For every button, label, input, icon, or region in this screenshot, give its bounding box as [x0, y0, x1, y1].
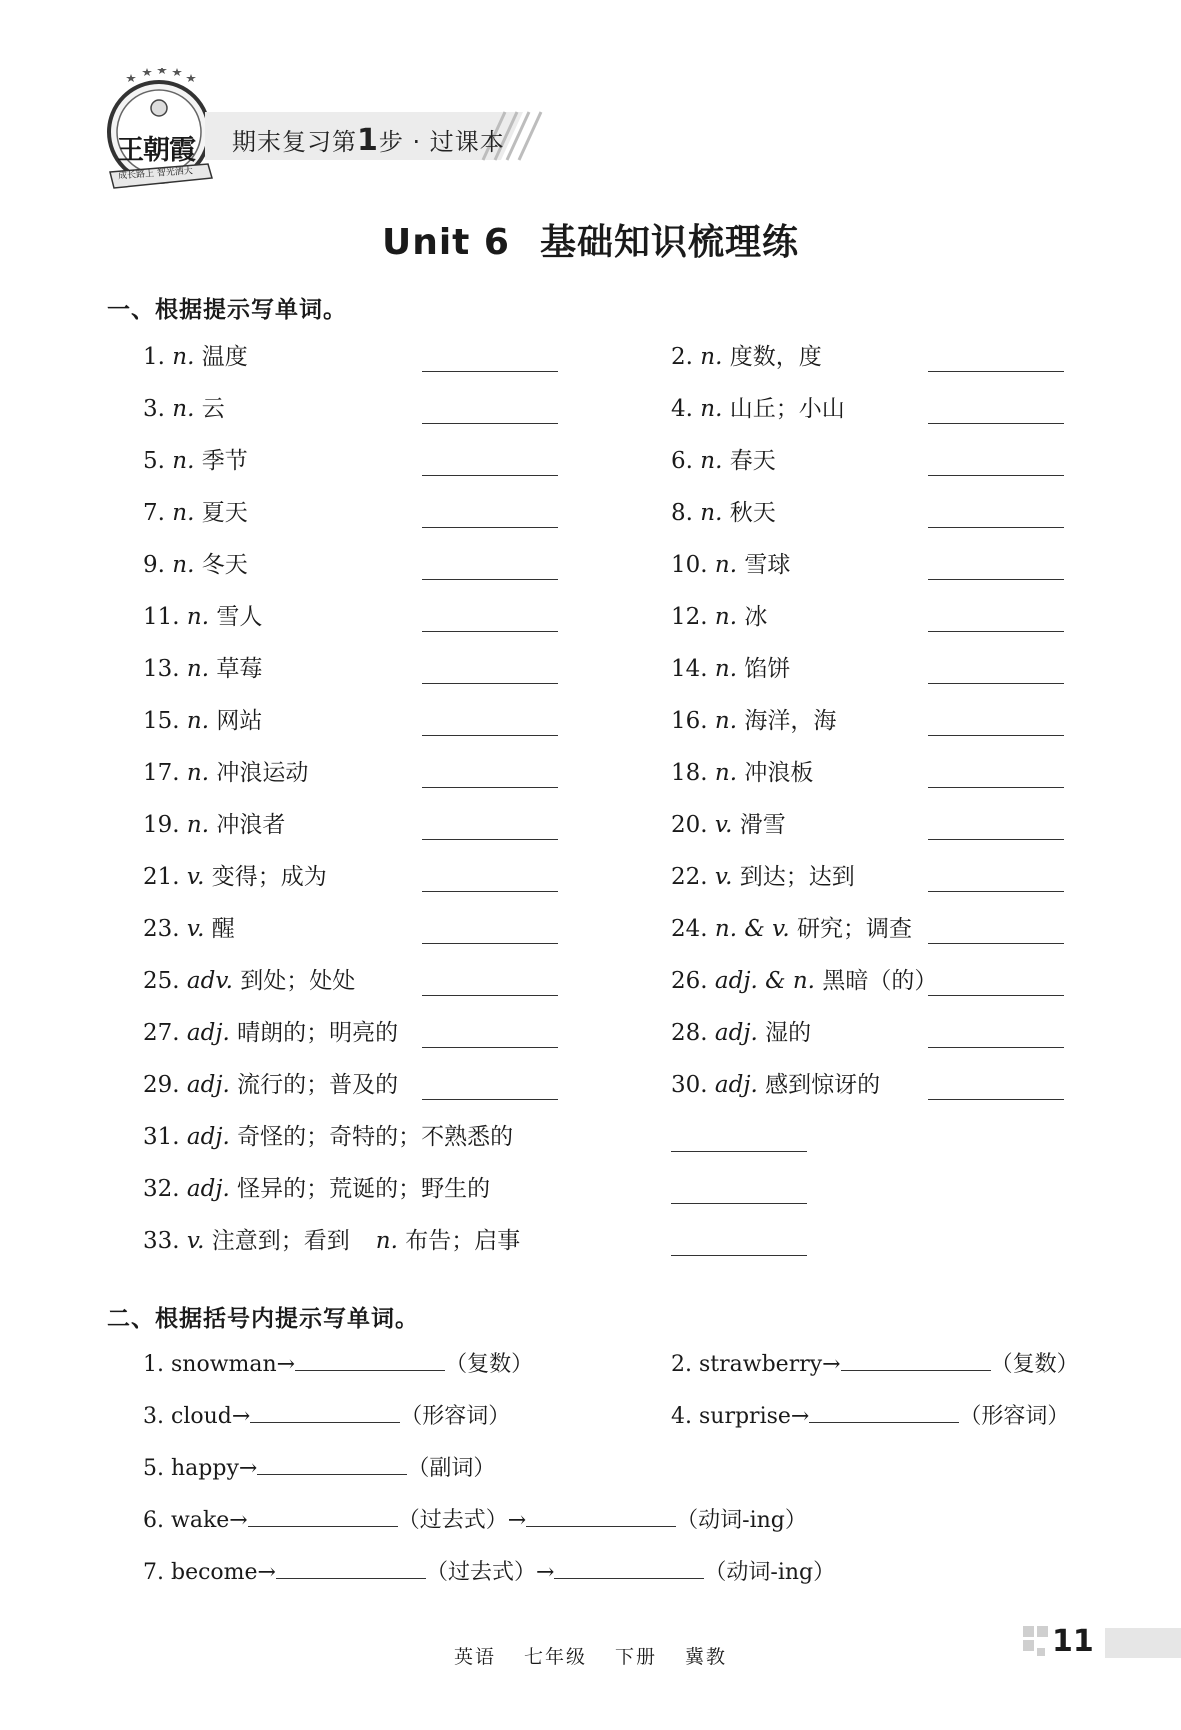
word-meaning: 夏天	[201, 500, 248, 526]
section-1-heading: 一、根据提示写单词。	[107, 297, 347, 323]
part-of-speech: n.	[186, 812, 210, 838]
s1-item-8	[671, 498, 776, 528]
s1-item-31	[143, 1122, 513, 1152]
part-of-speech: n.	[186, 656, 210, 682]
footer-decor	[1037, 1648, 1045, 1656]
item-number: 9.	[143, 552, 165, 578]
s1-item-2	[671, 342, 822, 372]
word-meaning: 草莓	[216, 656, 263, 682]
s1-item-24	[671, 914, 912, 944]
word-meaning: 云	[201, 396, 225, 422]
answer-blank[interactable]	[422, 683, 558, 684]
s2-item-3: 3. cloud→ （形容词）	[143, 1400, 510, 1432]
part-of-speech: adj.	[186, 1072, 230, 1098]
answer-blank[interactable]	[928, 995, 1064, 996]
answer-blank[interactable]	[928, 943, 1064, 944]
word-meaning: 滑雪	[739, 812, 786, 838]
word-meaning: 研究；调查	[797, 916, 912, 942]
part-of-speech: adj.	[186, 1124, 230, 1150]
s1-item-18	[671, 758, 813, 788]
word-meaning: 温度	[201, 344, 248, 370]
answer-blank[interactable]	[422, 527, 558, 528]
s1-item-20	[671, 810, 786, 840]
part-of-speech: adj.	[186, 1020, 230, 1046]
s1-item-4	[671, 394, 845, 424]
s1-item-6	[671, 446, 776, 476]
item-number: 30.	[671, 1072, 708, 1098]
item-number: 15.	[143, 708, 180, 734]
answer-blank[interactable]	[671, 1255, 807, 1256]
s1-item-5	[143, 446, 248, 476]
item-number: 3.	[143, 396, 165, 422]
answer-blank[interactable]	[295, 1348, 445, 1371]
part-of-speech: adj.	[186, 1176, 230, 1202]
item-number: 32.	[143, 1176, 180, 1202]
item-number: 11.	[143, 604, 180, 630]
word-meaning: 冰	[744, 604, 768, 630]
word-meaning: 变得；成为	[211, 864, 327, 890]
answer-blank[interactable]	[422, 891, 558, 892]
item-number: 6.	[671, 448, 693, 474]
answer-blank[interactable]	[928, 1047, 1064, 1048]
word-meaning: 晴朗的；明亮的	[237, 1020, 399, 1046]
item-number: 1.	[143, 344, 165, 370]
word-meaning: 黑暗（的）	[822, 968, 938, 994]
answer-blank[interactable]	[422, 631, 558, 632]
item-number: 28.	[671, 1020, 708, 1046]
word-meaning: 布告；启事	[405, 1228, 521, 1254]
part-of-speech: adj. & n.	[714, 968, 815, 994]
item-number: 12.	[671, 604, 708, 630]
part-of-speech: n.	[186, 760, 210, 786]
word-meaning: 醒	[211, 916, 235, 942]
part-of-speech: n.	[714, 760, 738, 786]
s1-item-9	[143, 550, 248, 580]
word-meaning: 季节	[201, 448, 248, 474]
answer-blank[interactable]	[928, 787, 1064, 788]
answer-blank[interactable]	[841, 1348, 991, 1371]
item-number: 16.	[671, 708, 708, 734]
answer-blank[interactable]	[250, 1400, 400, 1423]
footer-decor	[1023, 1640, 1034, 1651]
part-of-speech: n.	[714, 604, 738, 630]
s1-item-19	[143, 810, 285, 840]
answer-blank[interactable]	[422, 735, 558, 736]
s2-item-1: 1. snowman→ （复数）	[143, 1348, 533, 1380]
part-of-speech: v.	[186, 1228, 205, 1254]
part-of-speech: v.	[186, 864, 205, 890]
s1-item-1	[143, 342, 248, 372]
s1-item-26	[671, 966, 937, 996]
part-of-speech: adj.	[714, 1020, 758, 1046]
answer-blank[interactable]	[422, 1099, 558, 1100]
answer-blank[interactable]	[422, 1047, 558, 1048]
item-number: 20.	[671, 812, 708, 838]
part-of-speech: n.	[186, 708, 210, 734]
answer-blank[interactable]	[928, 735, 1064, 736]
answer-blank[interactable]	[554, 1556, 704, 1579]
page-number: 11	[1052, 1624, 1094, 1659]
part-of-speech: n.	[700, 344, 723, 370]
word-meaning: 怪异的；荒诞的；野生的	[237, 1176, 491, 1202]
item-number: 13.	[143, 656, 180, 682]
item-number: 26.	[671, 968, 708, 994]
s2-item-5: 5. happy→ （副词）	[143, 1452, 495, 1484]
part-of-speech: n.	[700, 396, 723, 422]
item-number: 19.	[143, 812, 180, 838]
s1-item-25	[143, 966, 355, 996]
item-number: 21.	[143, 864, 180, 890]
s1-item-23	[143, 914, 235, 944]
word-meaning: 雪人	[216, 604, 263, 630]
word-meaning: 春天	[729, 448, 776, 474]
part-of-speech: n.	[172, 344, 195, 370]
part-of-speech: n.	[700, 448, 723, 474]
brand-logo-text: 王朝霞	[117, 135, 195, 166]
part-of-speech: n.	[714, 708, 738, 734]
item-number: 27.	[143, 1020, 180, 1046]
s1-item-30	[671, 1070, 880, 1100]
page-footer: 英语 七年级 下册 冀教	[453, 1646, 728, 1668]
s1-item-28	[671, 1018, 811, 1048]
part-of-speech: v.	[714, 864, 733, 890]
part-of-speech: adv.	[186, 968, 233, 994]
page-title: Unit 6 基础知识梳理练	[381, 222, 799, 263]
item-number: 10.	[671, 552, 708, 578]
part-of-speech: v.	[186, 916, 205, 942]
s1-item-14	[671, 654, 790, 684]
s1-item-22	[671, 862, 855, 892]
part-of-speech: n.	[186, 604, 210, 630]
item-number: 7.	[143, 500, 165, 526]
word-meaning: 奇怪的；奇特的；不熟悉的	[237, 1124, 514, 1150]
answer-blank[interactable]	[422, 787, 558, 788]
s1-item-7	[143, 498, 248, 528]
s2-item-2: 2. strawberry→ （复数）	[671, 1348, 1079, 1380]
part-of-speech: n.	[172, 448, 195, 474]
answer-blank[interactable]	[671, 1203, 807, 1204]
item-number: 14.	[671, 656, 708, 682]
part-of-speech: n.	[172, 552, 195, 578]
item-number: 22.	[671, 864, 708, 890]
word-meaning: 馅饼	[744, 656, 791, 682]
part-of-speech: n.	[172, 500, 195, 526]
word-meaning: 注意到；看到	[211, 1228, 350, 1254]
word-meaning: 山丘；小山	[729, 396, 845, 422]
word-meaning: 感到惊讶的	[765, 1072, 881, 1098]
word-meaning: 冬天	[201, 552, 248, 578]
word-meaning: 秋天	[729, 500, 776, 526]
answer-blank[interactable]	[422, 475, 558, 476]
answer-blank[interactable]	[422, 943, 558, 944]
footer-decor	[1023, 1626, 1034, 1637]
item-number: 31.	[143, 1124, 180, 1150]
part-of-speech: v.	[714, 812, 733, 838]
item-number: 23.	[143, 916, 180, 942]
answer-blank[interactable]	[928, 1099, 1064, 1100]
brand-logo-motto: 成长路上 智光洒大	[117, 166, 194, 182]
answer-blank[interactable]	[809, 1400, 959, 1423]
s1-item-13	[143, 654, 262, 684]
header-banner-text: 期末复习第1步 · 过课本	[232, 123, 505, 158]
word-meaning: 流行的；普及的	[237, 1072, 399, 1098]
answer-blank[interactable]	[928, 579, 1064, 580]
part-of-speech: n.	[375, 1228, 398, 1254]
s2-item-7: 7. become→ （过去式）→ （动词-ing）	[143, 1556, 835, 1588]
word-meaning: 冲浪者	[216, 812, 286, 838]
footer-decor	[1037, 1626, 1048, 1637]
item-number: 29.	[143, 1072, 180, 1098]
answer-blank[interactable]	[671, 1151, 807, 1152]
word-meaning: 到处；处处	[240, 968, 356, 994]
s1-item-11	[143, 602, 262, 632]
answer-blank[interactable]	[928, 475, 1064, 476]
word-meaning: 海洋，海	[744, 708, 837, 734]
answer-blank[interactable]	[928, 891, 1064, 892]
item-number: 33.	[143, 1228, 180, 1254]
answer-blank[interactable]	[422, 579, 558, 580]
answer-blank[interactable]	[928, 839, 1064, 840]
item-number: 8.	[671, 500, 693, 526]
s1-item-33	[143, 1226, 520, 1256]
item-number: 18.	[671, 760, 708, 786]
word-meaning: 湿的	[765, 1020, 812, 1046]
answer-blank[interactable]	[422, 839, 558, 840]
answer-blank[interactable]	[928, 683, 1064, 684]
s1-item-32	[143, 1174, 490, 1204]
word-meaning: 度数，度	[729, 344, 822, 370]
s1-item-16	[671, 706, 836, 736]
s1-item-15	[143, 706, 262, 736]
word-meaning: 到达；达到	[739, 864, 855, 890]
word-meaning: 冲浪运动	[216, 760, 309, 786]
part-of-speech: n.	[172, 396, 195, 422]
item-number: 4.	[671, 396, 693, 422]
item-number: 25.	[143, 968, 180, 994]
answer-blank[interactable]	[928, 371, 1064, 372]
part-of-speech: n.	[714, 552, 738, 578]
answer-blank[interactable]	[276, 1556, 426, 1579]
word-meaning: 雪球	[744, 552, 791, 578]
s2-item-6: 6. wake→ （过去式）→ （动词-ing）	[143, 1504, 807, 1536]
answer-blank[interactable]	[248, 1504, 398, 1527]
answer-blank[interactable]	[422, 423, 558, 424]
item-number: 24.	[671, 916, 708, 942]
answer-blank[interactable]	[928, 423, 1064, 424]
answer-blank[interactable]	[422, 995, 558, 996]
part-of-speech: n. & v.	[714, 916, 790, 942]
answer-blank[interactable]	[422, 371, 558, 372]
answer-blank[interactable]	[257, 1452, 407, 1475]
answer-blank[interactable]	[526, 1504, 676, 1527]
part-of-speech: n.	[714, 656, 738, 682]
item-number: 17.	[143, 760, 180, 786]
page-number-bar	[1105, 1628, 1181, 1658]
s1-item-3	[143, 394, 225, 424]
answer-blank[interactable]	[928, 527, 1064, 528]
s1-item-12	[671, 602, 767, 632]
part-of-speech: n.	[700, 500, 723, 526]
s1-item-21	[143, 862, 327, 892]
part-of-speech: adj.	[714, 1072, 758, 1098]
answer-blank[interactable]	[928, 631, 1064, 632]
item-number: 5.	[143, 448, 165, 474]
s2-item-4: 4. surprise→ （形容词）	[671, 1400, 1069, 1432]
s1-item-27	[143, 1018, 398, 1048]
word-meaning: 网站	[216, 708, 263, 734]
word-meaning: 冲浪板	[744, 760, 814, 786]
s1-item-17	[143, 758, 308, 788]
s1-item-29	[143, 1070, 398, 1100]
s1-item-10	[671, 550, 790, 580]
item-number: 2.	[671, 344, 693, 370]
section-2-heading: 二、根据括号内提示写单词。	[107, 1306, 419, 1332]
